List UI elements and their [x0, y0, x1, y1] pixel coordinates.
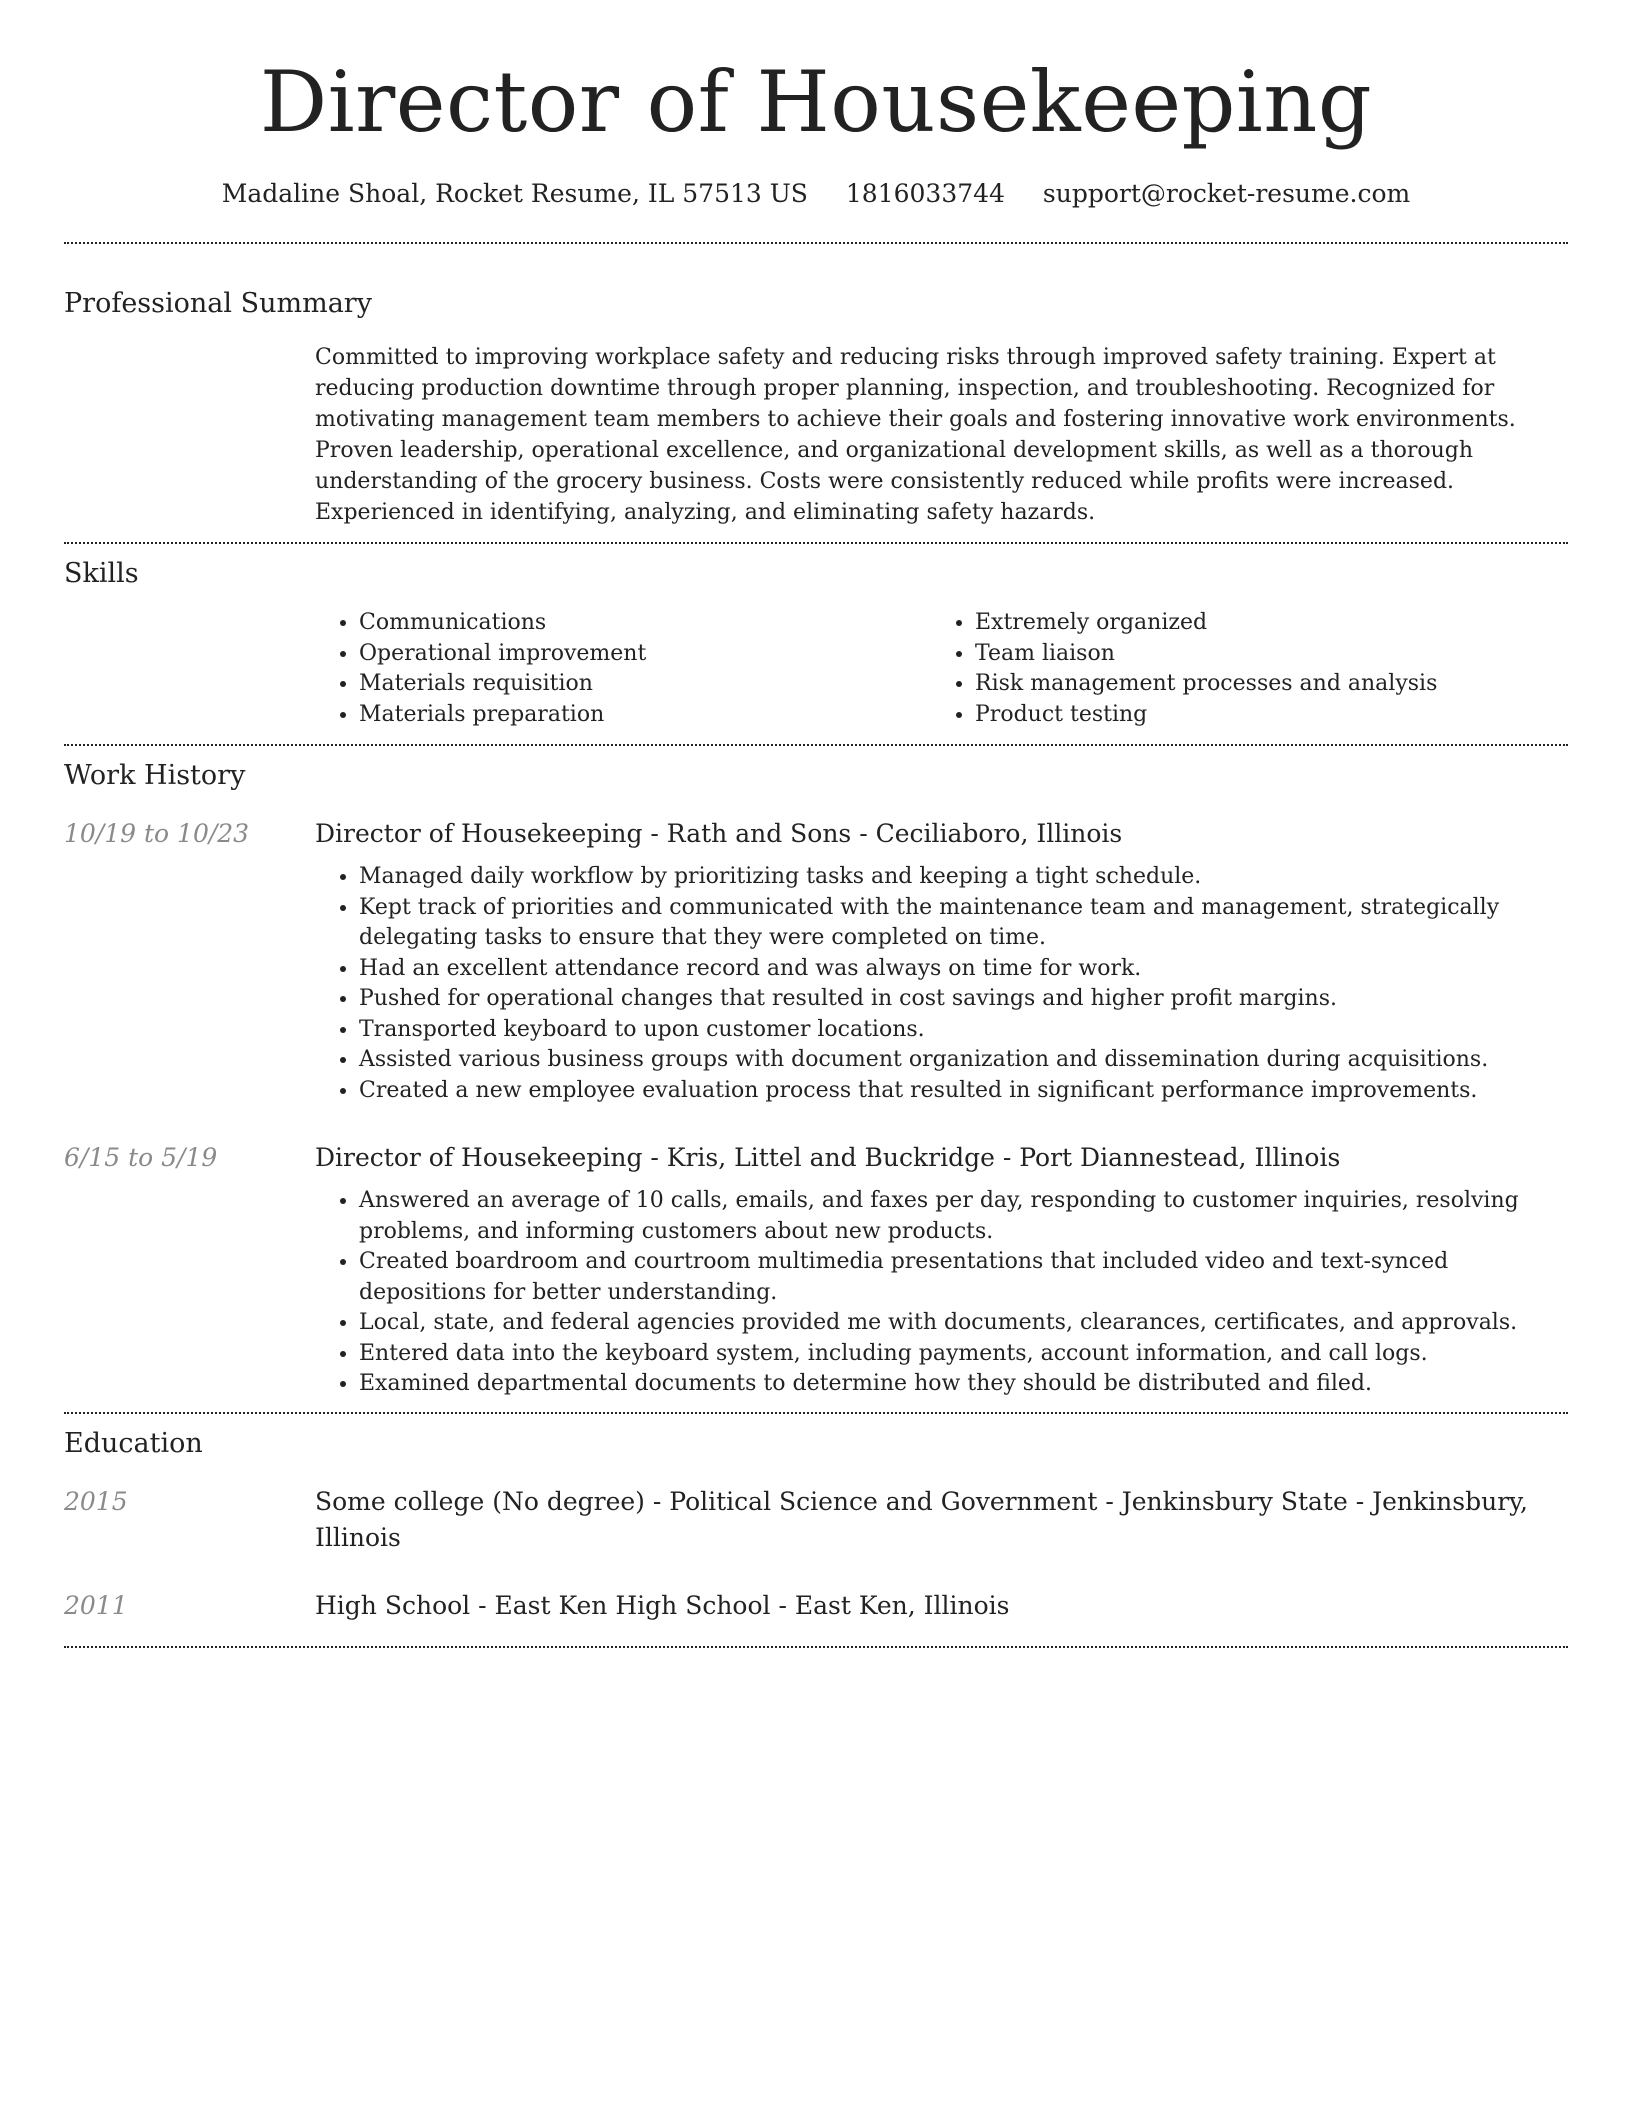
skills-column-right [931, 608, 1547, 730]
section-divider [64, 542, 1568, 544]
job-body [315, 1140, 1568, 1400]
job-bullet: • Created a new employee evaluation process that resulted in significant performance improvements. [359, 1076, 1568, 1107]
contact-line [64, 176, 1568, 212]
education-year: 2011 [64, 1590, 128, 1620]
education-entry [64, 1588, 1568, 1646]
skills-column-left [315, 608, 931, 730]
job-bullet: • Kept track of priorities and communicated with the maintenance team and management, strategically delegating tasks to ensure that they were completed on time. [359, 893, 1568, 954]
job-bullet: • Answered an average of 10 calls, emails, and faxes per day, responding to customer inquiries, resolving problems, and informing customers about new products. [359, 1186, 1568, 1247]
skill-item: • Communications [359, 608, 931, 639]
section-divider [64, 744, 1568, 746]
job-bullet: • Transported keyboard to upon customer locations. [359, 1015, 1568, 1046]
job-bullet: • Had an excellent attendance record and was always on time for work. [359, 954, 1568, 985]
job-bullet-list [315, 862, 1568, 1106]
contact-address: Madaline Shoal, Rocket Resume, IL 57513 US [221, 179, 808, 208]
job-dates: 10/19 to 10/23 [64, 819, 250, 848]
job-bullet: • Entered data into the keyboard system, including payments, account information, and call logs. [359, 1339, 1568, 1370]
skills-list [315, 608, 1568, 744]
skills-heading: Skills [64, 558, 139, 589]
job-entry [64, 816, 1568, 1106]
job-bullet: • Pushed for operational changes that resulted in cost savings and higher profit margins. [359, 984, 1568, 1015]
education-entry [64, 1484, 1568, 1556]
job-bullet: • Created boardroom and courtroom multimedia presentations that included video and text-synced depositions for better understanding. [359, 1247, 1568, 1308]
job-body [315, 816, 1568, 1106]
job-entry [64, 1140, 1568, 1412]
skill-item: • Extremely organized [975, 608, 1547, 639]
education-heading: Education [64, 1427, 203, 1459]
contact-phone: 1816033744 [845, 179, 1005, 208]
skill-item: • Materials preparation [359, 700, 931, 731]
section-divider [64, 1412, 1568, 1414]
job-heading: Director of Housekeeping - Kris, Littel and Buckridge - Port Diannestead, Illinois [315, 1143, 1341, 1172]
education-details: Some college (No degree) - Political Science and Government - Jenkinsbury State - Jenkinsbury, Illinois [315, 1486, 1528, 1552]
education-year: 2015 [64, 1486, 128, 1516]
resume-title: Director of Housekeeping [259, 53, 1373, 151]
skill-item: • Materials requisition [359, 669, 931, 700]
education-details: High School - East Ken High School - East Ken, Illinois [315, 1590, 1010, 1620]
work-history-heading: Work History [64, 760, 246, 791]
job-heading: Director of Housekeeping - Rath and Sons - Ceciliaboro, Illinois [315, 819, 1123, 848]
skill-item: • Operational improvement [359, 639, 931, 670]
skill-item: • Product testing [975, 700, 1547, 731]
skill-item: • Risk management processes and analysis [975, 669, 1547, 700]
job-bullet: • Local, state, and federal agencies provided me with documents, clearances, certificates, and approvals. [359, 1308, 1568, 1339]
section-divider [64, 242, 1568, 244]
job-dates: 6/15 to 5/19 [64, 1143, 218, 1172]
section-divider [64, 1646, 1568, 1648]
job-bullet: • Managed daily workflow by prioritizing tasks and keeping a tight schedule. [359, 862, 1568, 893]
summary-text: Committed to improving workplace safety and reducing risks through improved safety training. Expert at reducing production downtime through proper planning, inspection, and troubleshooting. Recognized for motivating management team members to achieve their goals and fostering innovative work environments. Proven leadership, operational excellence, and organizational development skills, as well as a thorough understanding of the grocery business. Costs were consistently reduced while profits were increased. Experienced in identifying, analyzing, and eliminating safety hazards. [315, 345, 1516, 525]
contact-email: support@rocket-resume.com [1042, 179, 1411, 208]
summary-heading: Professional Summary [64, 288, 372, 319]
job-bullet: • Examined departmental documents to determine how they should be distributed and filed. [359, 1369, 1568, 1400]
job-bullet-list [315, 1186, 1568, 1400]
job-bullet: • Assisted various business groups with document organization and dissemination during acquisitions. [359, 1045, 1568, 1076]
skill-item: • Team liaison [975, 639, 1547, 670]
